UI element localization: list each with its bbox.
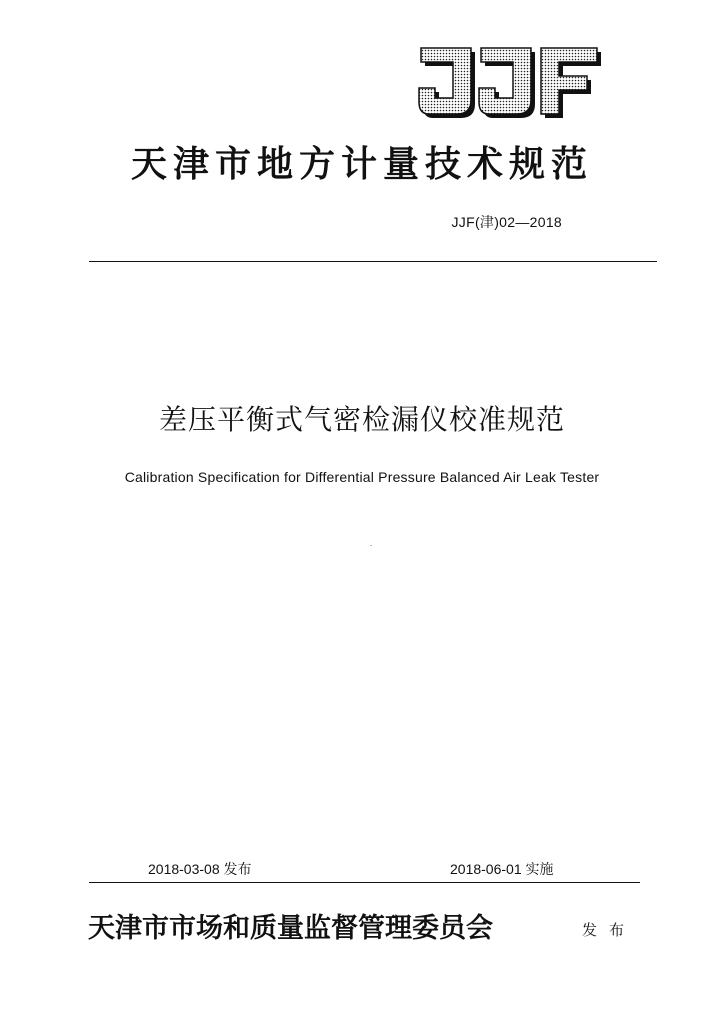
standard-category-title: 天津市地方计量技术规范 — [130, 143, 593, 185]
top-divider — [89, 261, 657, 262]
bottom-divider — [89, 882, 640, 883]
speck — [370, 545, 372, 546]
document-title-en: Calibration Specification for Differential Pressure Balanced Air Leak Tester — [124, 469, 600, 485]
jjf-logo — [415, 40, 605, 120]
standard-code: JJF(津)02—2018 — [451, 214, 562, 230]
publish-date: 2018-03-08 发布 — [148, 861, 252, 877]
document-title-cn: 差压平衡式气密检漏仪校准规范 — [158, 403, 565, 436]
publisher-name: 天津市市场和质量监督管理委员会 — [88, 913, 493, 944]
effective-date: 2018-06-01 实施 — [450, 861, 554, 877]
issue-label: 发布 — [582, 921, 637, 939]
